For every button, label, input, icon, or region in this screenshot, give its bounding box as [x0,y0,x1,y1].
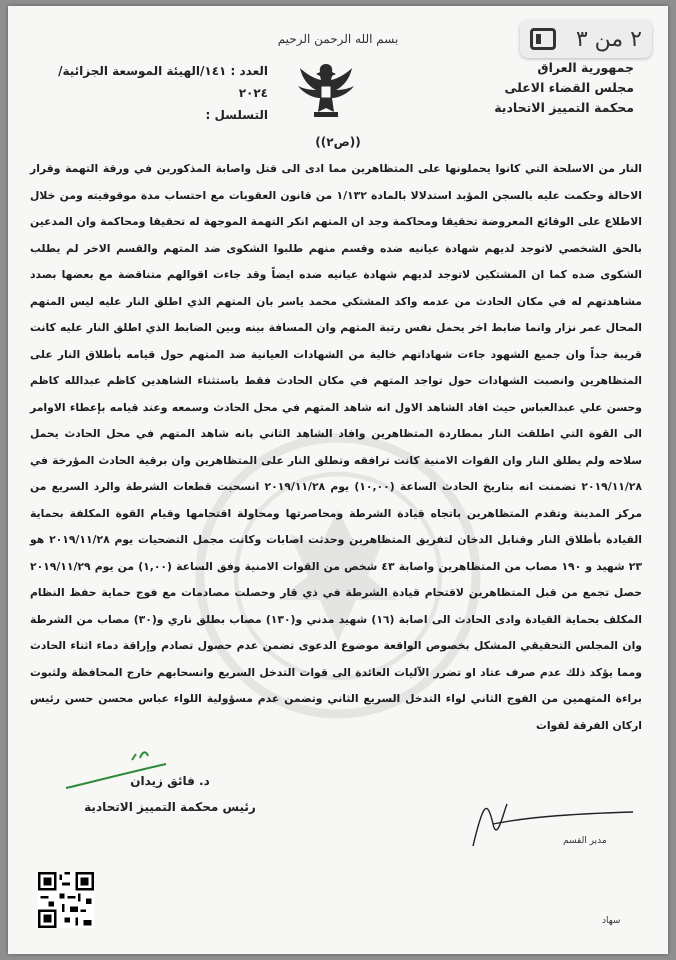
typist-initial: سهاد [602,916,621,926]
panel-toggle-icon[interactable] [530,28,556,50]
header-reference [38,60,268,126]
page-indicator[interactable] [520,20,652,58]
basmala: بسم الله الرحمن الرحيم [277,32,399,46]
qr-code [38,872,94,928]
header-council: مجلس القضاء الاعلى [504,80,634,95]
clerk-signature [463,784,643,854]
case-number: العدد : ١٤١/الهيئة الموسعة الجزائية/٢٠٢٤ [58,64,268,100]
signatory-name: د. فائق زيدان [130,774,210,788]
sequence-number: التسلسل : [205,108,268,122]
header-court: محكمة التمييز الاتحادية [494,100,634,115]
clerk-label: مدير القسم [563,836,607,846]
header-country: جمهورية العراق [537,60,634,75]
iraq-eagle-emblem [294,58,358,122]
page-number: ((ص٢)) [315,135,361,149]
document-page [8,6,668,954]
page-indicator-text: ٢ من ٣ [575,26,642,52]
header-authority [494,58,634,118]
signature-block [70,768,270,820]
judgment-body: النار من الاسلحة التي كانوا يحملونها على المتظاهرين مما ادى الى قتل واصابة المذكورين في ورقة التهمة وقرار الاحالة وحكمت عليه بالسجن المؤبد استدلالا بالمادة ١/١٣٢ من قانون العقوبات مع احتساب مدة موقوفيته ومن خلال الاطلاع على الوقائع المعروضة تحقيقا ومحاكمة وجد ان المتهم انكر التهمة الموجهة له تحقيقا ومحاكمة وان المدعين بالحق الشخصي لاتوجد لديهم شهادة عيانيه ضده وقسم منهم طلبوا الشكوى ضد المتهم والقسم الاخر لم يطلب الشكوى ضده كما ان المشتكين لاتوجد لديهم شهادة عيانيه ضده ايضاً وقد جاءت اقوالهم متناقضة مع بعضها بصدد مشاهدتهم له في مكان الحادث من عدمه واكد المشتكي محمد ياسر بان المتهم الذي اطلق النار عليه ليس المتهم المحال عمر نزار وانما ضابط اخر يحمل نفس رتبة المتهم وان المسافة بينه وبين الضابط الذي اطلق النار عليه كانت قريبة جداً وان جميع الشهود جاءت شهاداتهم خالية من الشهادات العيانية ضد المتهم حول قيامه بأطلاق النار على المتظاهرين وانصبت الشهادات حول تواجد المتهم في مكان الحادث فقط باستثناء الشاهدين كاظم عبدالله كاظم وحسن علي عبدالعباس حيث افاد الشاهد الاول انه شاهد المتهم في محل الحادث وسمعه وعند قيامه بإعطاء الاوامر الى القوة التي اطلقت النار بمطاردة المتظاهرين وافاد الشاهد الثاني بانه شاهد المتهم في محل الحادث يحمل سلاحه ولم يطلق النار وان القوات الامنية كانت ترافقه وتطلق النار على المتظاهرين وان برقية الحادث المؤرخة في ٢٠١٩/١١/٢٨ تضمنت انه بتاريخ الحادث الساعة (١٠,٠٠) يوم ٢٠١٩/١١/٢٨ انسحبت قطعات الشرطة والرد السريع من مركز المدينة وتقدم المتظاهرين باتجاه قيادة الشرطة ومحاصرتها ومحاولة اقتحامها وقيام القوة المكلفة بحماية القيادة بأطلاق النار وقنابل الدخان لتفريق المتظاهرين وحدثت اصابات وكانت مجمل التضحيات يوم ٢٠١٩/١١/٢٨ هو ٢٣ شهيد و ١٩٠ مصاب من المتظاهرين واصابة ٤٣ شخص من القوات الامنية وفق الساعة (١,٠٠) من يوم ٢٠١٩/١١/٢٩ حصل تجمع من قبل المتظاهرين لاقتحام قيادة الشرطة في ذي قار وحصلت مصادمات مع فوج حماية حفظ النظام المكلف بحماية القيادة وادى الحادث الى اصابة (١٦) شهيد مدني و(١٣٠) مصاب بطلق ناري و(٣٠) مصاب من الشرطة وان المجلس التحقيقي المشكل بخصوص الواقعة موضوع الدعوى تضمن عدم حصول تصادم وإراقة دماء اثناء الحادث ومما يؤكد ذلك عدم صرف عتاد او تضرر الآليات العائدة الى قوات التدخل السريع وانسحابهم خارج المحافظة ولثبوت براءة المتهمين من الفوج الثاني لواء التدخل السريع الثاني وتضمن عدم مسؤولية اللواء عباس محسن حسن رئيس اركان الفرقة لقوات [30,162,643,732]
signatory-title: رئيس محكمة التمييز الاتحادية [84,800,256,814]
